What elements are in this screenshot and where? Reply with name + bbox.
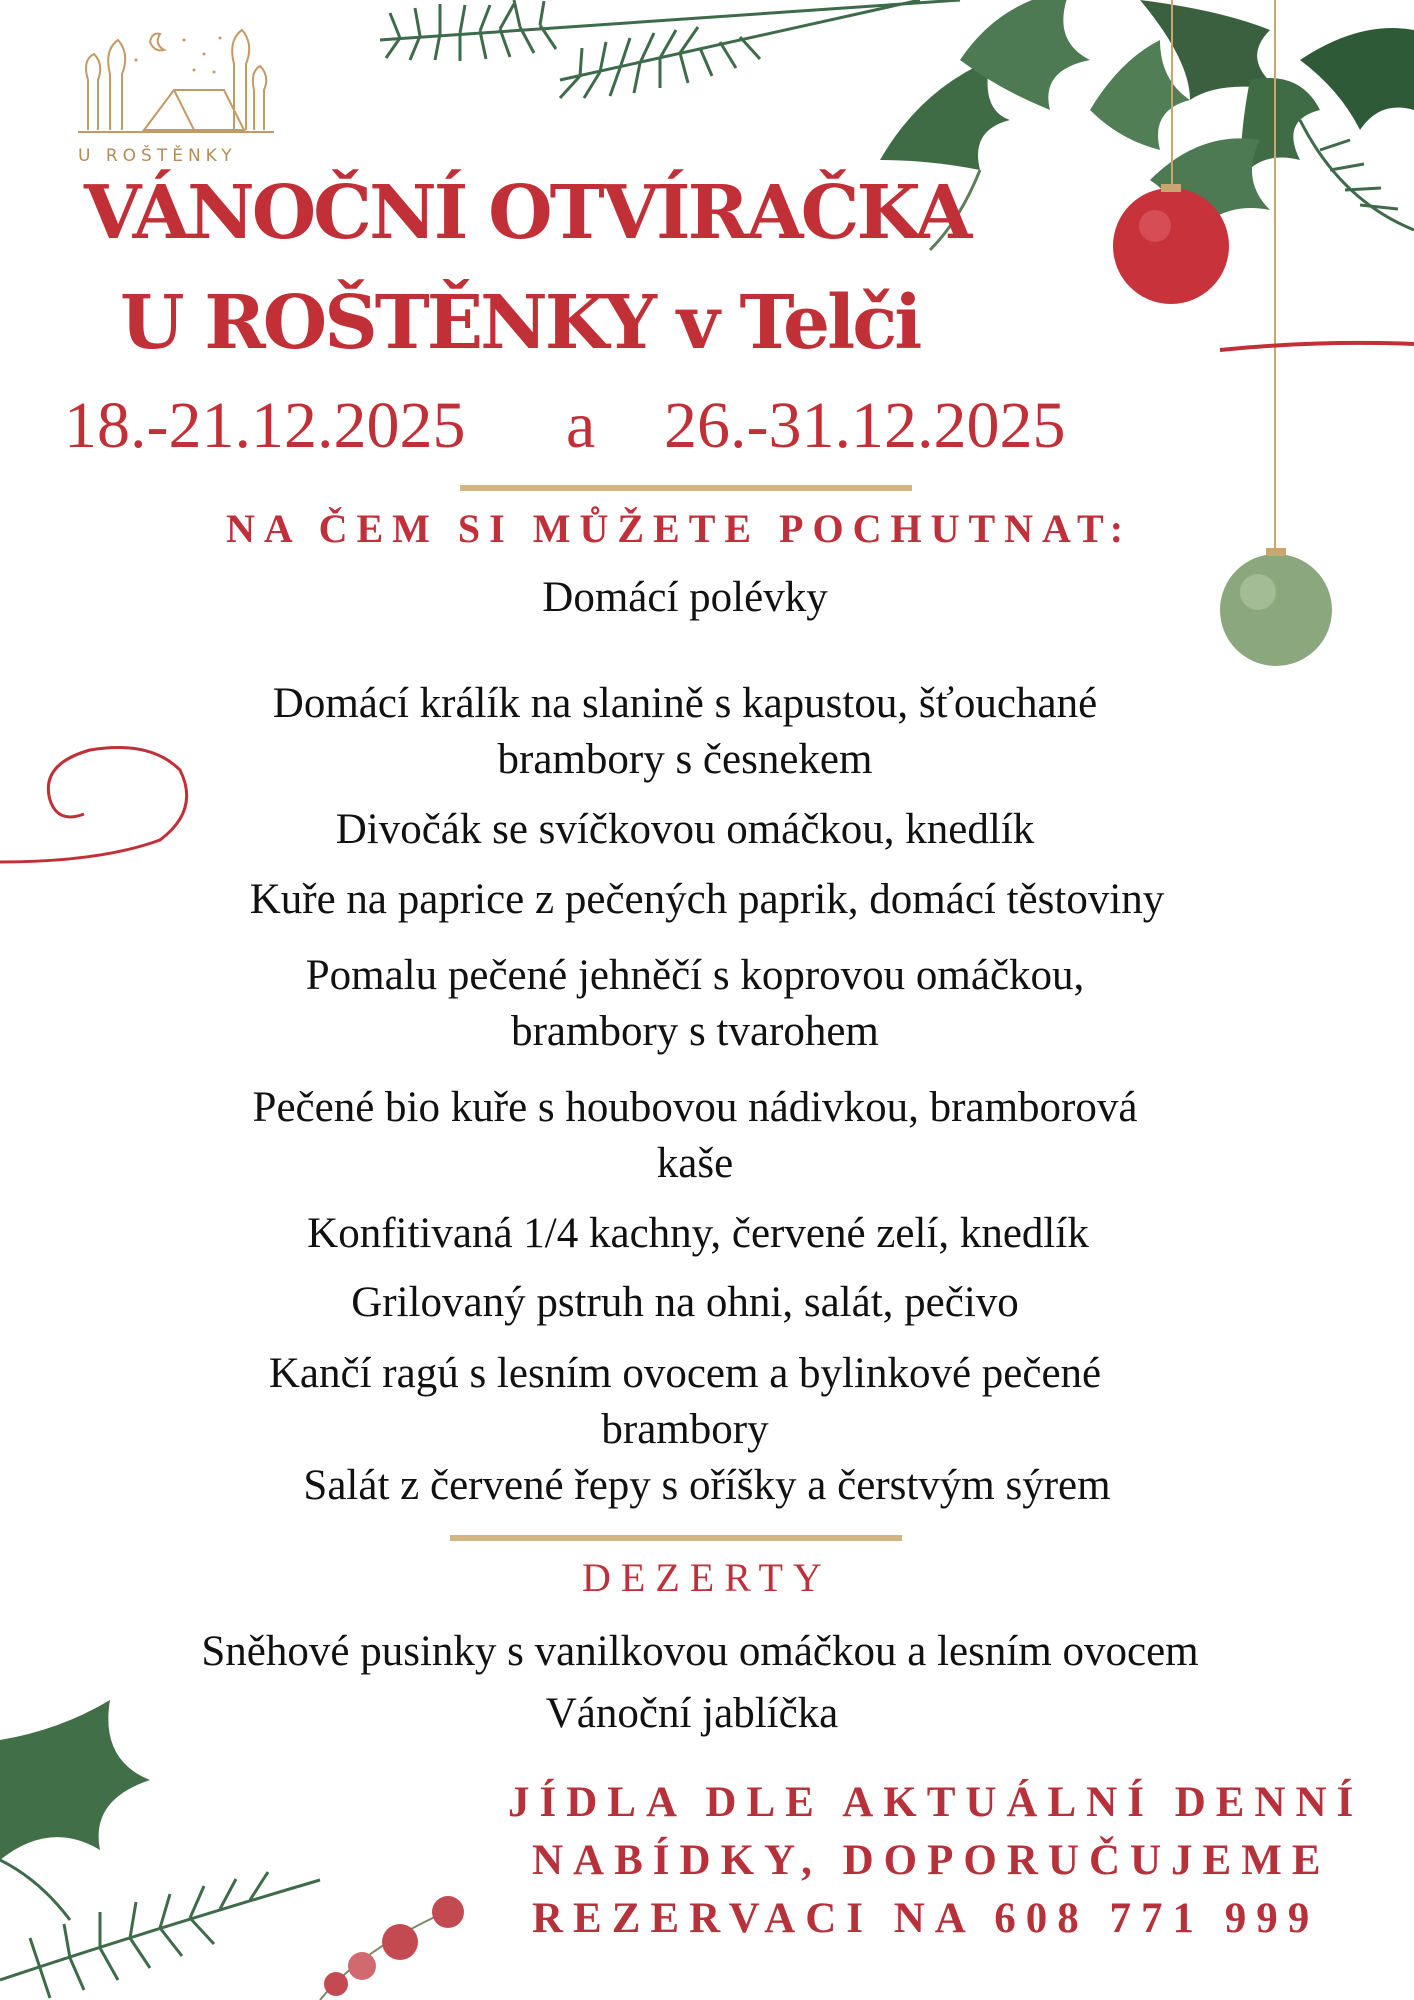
- menu-item: Salát z červené řepy s oříšky a čerstvým sýrem: [303, 1462, 1111, 1509]
- menu-item: Pečené bio kuře s houbovou nádivkou, bramborová: [252, 1084, 1138, 1131]
- menu-item: Grilovaný pstruh na ohni, salát, pečivo: [351, 1279, 1019, 1326]
- menu-item: brambory s tvarohem: [511, 1008, 879, 1055]
- camp-tent-logo-icon: [74, 20, 274, 136]
- page-title-line1: VÁNOČNÍ OTVÍRAČKA: [84, 170, 970, 256]
- date-connector: a: [566, 389, 596, 462]
- desserts-heading: DEZERTY: [582, 1555, 832, 1600]
- footer-line2: NABÍDKY, DOPORUČUJEME: [532, 1837, 1331, 1884]
- divider: [450, 1535, 902, 1541]
- menu-item: brambory: [601, 1406, 769, 1453]
- footer-line1: JÍDLA DLE AKTUÁLNÍ DENNÍ: [508, 1779, 1364, 1826]
- red-berries-icon: [300, 1880, 480, 2000]
- dessert-item: Sněhové pusinky s vanilkovou omáčkou a lesním ovocem: [201, 1628, 1199, 1675]
- logo-text: U ROŠTĚNKY: [78, 146, 237, 166]
- menu-item: kaše: [656, 1140, 734, 1187]
- menu-item: Kuře na paprice z pečených paprik, domácí těstoviny: [249, 876, 1165, 923]
- page-title-line2: U ROŠTĚNKY v Telči: [120, 280, 920, 366]
- menu-item: Divočák se svíčkovou omáčkou, knedlík: [335, 806, 1035, 853]
- menu-item: Kančí ragú s lesním ovocem a bylinkové pečené: [268, 1350, 1102, 1397]
- menu-item: Pomalu pečené jehněčí s koprovou omáčkou,: [305, 952, 1085, 999]
- menu-item: Domácí králík na slanině s kapustou, šťouchané: [272, 680, 1098, 727]
- date-range-first: 18.-21.12.2025: [64, 389, 466, 462]
- menu-item: Konfitivaná 1/4 kachny, červené zelí, knedlík: [307, 1210, 1089, 1257]
- divider: [460, 485, 912, 491]
- red-ornament-icon: [1111, 186, 1231, 306]
- dessert-item: Vánoční jablíčka: [545, 1690, 839, 1737]
- menu-heading: NA ČEM SI MŮŽETE POCHUTNAT:: [226, 506, 1133, 551]
- menu-item: brambory s česnekem: [497, 736, 873, 783]
- red-swirl-icon: [1220, 330, 1414, 370]
- menu-item: Domácí polévky: [542, 574, 828, 621]
- date-range-second: 26.-31.12.2025: [664, 389, 1066, 462]
- footer-line3: REZERVACI NA 608 771 999: [532, 1895, 1320, 1942]
